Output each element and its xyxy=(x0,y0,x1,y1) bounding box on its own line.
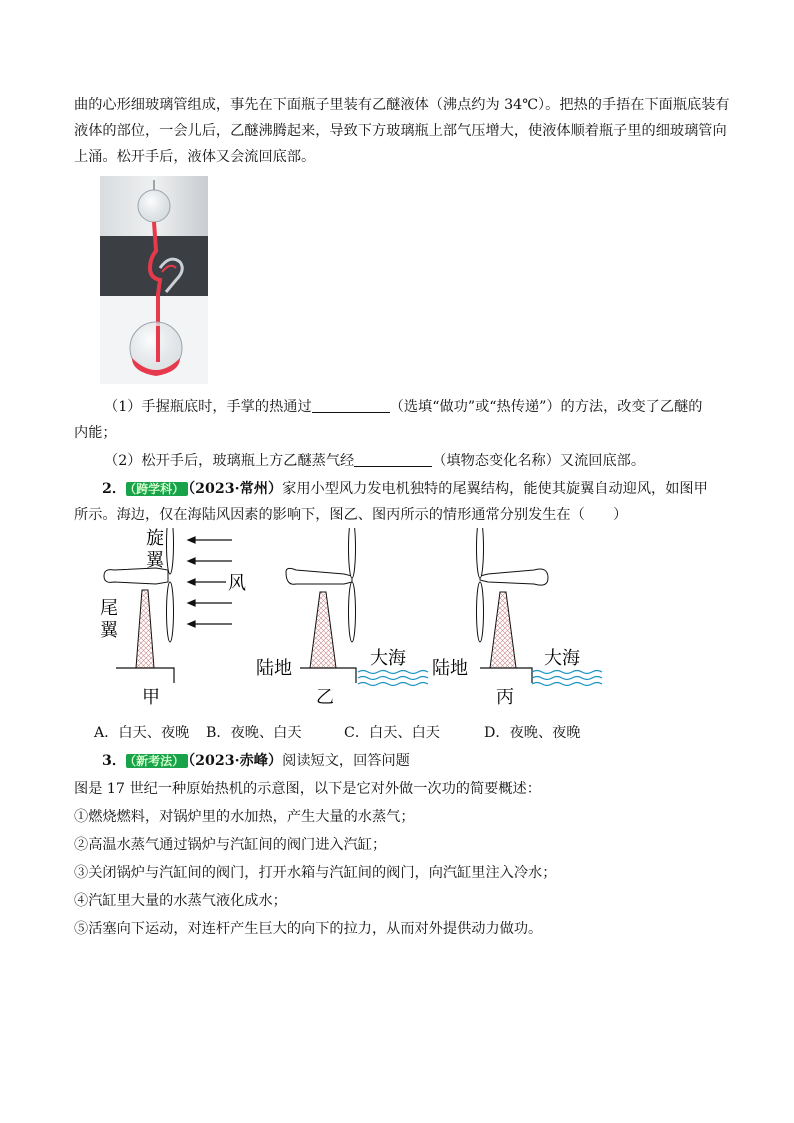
caption-yi: 乙 xyxy=(316,687,334,708)
intro-line-3: 上涌。松开手后，液体又会流回底部。 xyxy=(74,149,316,165)
q3-number: 3． xyxy=(102,753,127,769)
answer-blank-2[interactable] xyxy=(354,452,432,467)
wind-arrows xyxy=(188,537,232,627)
q1-part2-text-a: （2）松开手后，玻璃瓶上方乙醚蒸气经 xyxy=(104,453,355,469)
q2-text-a: 家用小型风力发电机独特的尾翼结构，能使其旋翼自动迎风，如图甲 xyxy=(282,481,708,497)
q3-header xyxy=(102,750,410,770)
tail-label-1: 尾 xyxy=(100,598,118,619)
wind-label: 风 xyxy=(228,573,246,594)
sea-label-yi: 大海 xyxy=(370,648,406,669)
figure-jia xyxy=(96,528,256,708)
q3-step-4: ④汽缸里大量的水蒸气液化成水； xyxy=(74,893,287,909)
q2-option-c[interactable]: C．白天、白天 xyxy=(344,725,440,741)
q2-text-b: 所示。海边，仅在海陆风因素的影响下，图乙、图丙所示的情形通常分别发生在（ ） xyxy=(74,507,628,523)
intro-line-1: 曲的心形细玻璃管组成，事先在下面瓶子里装有乙醚液体（沸点约为 34℃）。把热的手捂在下面瓶底装有 xyxy=(74,97,730,113)
q1-part1-text-a: （1）手握瓶底时，手掌的热通过 xyxy=(104,399,312,415)
rotor-label-2: 翼 xyxy=(146,550,164,571)
q3-text: 阅读短文，回答问题 xyxy=(282,753,410,769)
q2-header xyxy=(102,478,708,498)
intro-line-2: 液体的部位，一会儿后，乙醚沸腾起来，导致下方玻璃瓶上部气压增大，使液体顺着瓶子里的细玻璃管向 xyxy=(74,123,727,139)
q3-step-2: ②高温水蒸气通过锅炉与汽缸间的阀门进入汽缸； xyxy=(74,837,387,853)
q2-source: （2023·常州） xyxy=(188,481,283,497)
q1-part1-text-b: （选填“做功”或“热传递”）的方法，改变了乙醚的 xyxy=(389,399,703,415)
q1-part2-text-b: （填物态变化名称）又流回底部。 xyxy=(432,453,646,469)
land-label-bing: 陆地 xyxy=(432,658,468,679)
sea-label-bing: 大海 xyxy=(544,648,580,669)
figure-yi xyxy=(256,528,432,708)
answer-blank-1[interactable] xyxy=(312,398,390,413)
q1-part1 xyxy=(104,396,702,416)
q3-step-5: ⑤活塞向下运动，对连杆产生巨大的向下的拉力，从而对外提供动力做功。 xyxy=(74,921,543,937)
q3-tag: （新考法） xyxy=(126,754,188,768)
caption-bing: 丙 xyxy=(496,687,514,708)
q3-source: （2023·赤峰） xyxy=(188,753,283,769)
q2-option-b[interactable]: B．夜晚、白天 xyxy=(206,725,302,741)
rotor-label-1: 旋 xyxy=(146,528,164,549)
q2-option-d[interactable]: D．夜晚、夜晚 xyxy=(484,725,581,741)
q1-part1-cont: 内能； xyxy=(74,425,117,441)
q2-tag: （跨学科） xyxy=(126,482,188,496)
figure-bing xyxy=(430,528,610,708)
sea-waves xyxy=(358,671,428,686)
q3-step-1: ①燃烧燃料，对锅炉里的水加热，产生大量的水蒸气； xyxy=(74,809,415,825)
ether-glass-photo xyxy=(100,176,208,384)
tail-label-2: 翼 xyxy=(100,620,118,641)
land-label-yi: 陆地 xyxy=(256,658,292,679)
q3-intro: 图是 17 世纪一种原始热机的示意图，以下是它对外做一次功的简要概述： xyxy=(74,781,541,797)
q1-part2 xyxy=(104,450,645,470)
sea-waves xyxy=(532,671,602,686)
caption-jia: 甲 xyxy=(142,687,160,708)
q2-option-a[interactable]: A．白天、夜晚 xyxy=(94,725,190,741)
q2-number: 2． xyxy=(102,481,127,497)
q3-step-3: ③关闭锅炉与汽缸间的阀门，打开水箱与汽缸间的阀门，向汽缸里注入冷水； xyxy=(74,865,557,881)
